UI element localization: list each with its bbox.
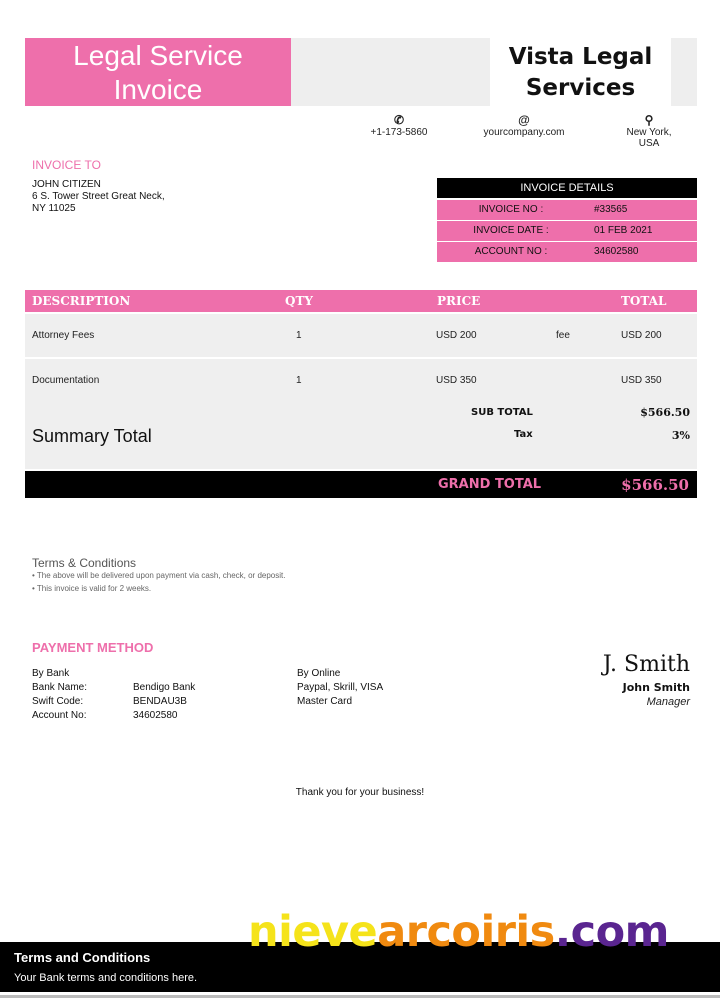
location-line2: USA bbox=[638, 138, 660, 149]
client-name: JOHN CITIZEN bbox=[32, 179, 101, 190]
col-price: PRICE bbox=[437, 294, 481, 308]
subtotal-label: SUB TOTAL bbox=[471, 407, 533, 418]
signature-script: J. Smith bbox=[602, 652, 690, 677]
items-table-header bbox=[25, 290, 697, 312]
page-bottom-divider bbox=[0, 995, 720, 998]
watermark-part2: arcoiris bbox=[377, 907, 555, 957]
email-icon: @ bbox=[518, 113, 530, 127]
client-block bbox=[32, 179, 165, 215]
item-total: USD 200 bbox=[621, 330, 662, 341]
item-description: Documentation bbox=[32, 375, 100, 386]
swift-code-value: BENDAU3B bbox=[133, 696, 187, 707]
tax-label: Tax bbox=[514, 429, 533, 440]
contact-phone bbox=[364, 114, 434, 138]
detail-label: INVOICE DATE : bbox=[473, 225, 549, 236]
summary-title: Summary Total bbox=[32, 426, 152, 446]
footer-text: Your Bank terms and conditions here. bbox=[14, 972, 198, 984]
invoice-title-line1: Legal Service bbox=[73, 40, 243, 71]
item-total: USD 350 bbox=[621, 375, 662, 386]
terms-line: • This invoice is valid for 2 weeks. bbox=[32, 584, 152, 593]
detail-value: 34602580 bbox=[594, 246, 639, 257]
contact-email bbox=[474, 114, 574, 138]
item-price: USD 200 bbox=[436, 330, 477, 341]
grand-total-value: $566.50 bbox=[621, 476, 689, 494]
col-qty: QTY bbox=[285, 294, 313, 308]
bank-name-value: Bendigo Bank bbox=[133, 682, 196, 693]
account-no-label: Account No: bbox=[32, 710, 87, 721]
item-qty: 1 bbox=[296, 330, 302, 341]
item-price: USD 350 bbox=[436, 375, 477, 386]
detail-row-invoice-date bbox=[437, 221, 697, 241]
email-text: yourcompany.com bbox=[483, 127, 565, 138]
detail-label: ACCOUNT NO : bbox=[474, 246, 548, 257]
location-line1: New York, bbox=[626, 127, 672, 138]
invoice-title-line2: Invoice bbox=[113, 74, 203, 105]
payment-method-heading: PAYMENT METHOD bbox=[32, 640, 154, 655]
detail-value: 01 FEB 2021 bbox=[594, 225, 653, 236]
detail-label: INVOICE NO : bbox=[478, 204, 544, 215]
item-qty: 1 bbox=[296, 375, 302, 386]
item-description: Attorney Fees bbox=[32, 330, 95, 341]
account-no-value: 34602580 bbox=[133, 710, 178, 721]
detail-value: #33565 bbox=[594, 204, 628, 215]
company-name-line2: Services bbox=[525, 75, 636, 101]
company-name-line1: Vista Legal bbox=[508, 44, 653, 70]
online-heading: By Online bbox=[297, 668, 341, 679]
grand-total-label: GRAND TOTAL bbox=[438, 477, 542, 492]
invoice-details-heading: INVOICE DETAILS bbox=[437, 178, 697, 198]
col-description: DESCRIPTION bbox=[32, 294, 131, 308]
col-total: TOTAL bbox=[621, 294, 667, 308]
footer-heading: Terms and Conditions bbox=[14, 950, 151, 965]
subtotal-value: $566.50 bbox=[640, 406, 690, 419]
invoice-to-heading: INVOICE TO bbox=[32, 158, 101, 172]
table-row bbox=[25, 359, 697, 402]
watermark-part1: nieve bbox=[248, 907, 378, 957]
client-address-line1: 6 S. Tower Street Great Neck, bbox=[32, 191, 165, 202]
online-methods: Paypal, Skrill, VISA bbox=[297, 682, 384, 693]
online-methods-2: Master Card bbox=[297, 696, 353, 707]
terms-heading: Terms & Conditions bbox=[32, 556, 137, 570]
watermark-part3: .com bbox=[554, 907, 669, 957]
table-row bbox=[25, 314, 697, 357]
location-icon: ⚲ bbox=[644, 113, 654, 127]
invoice-title bbox=[25, 38, 291, 106]
swift-code-label: Swift Code: bbox=[32, 696, 84, 707]
signature-role: Manager bbox=[646, 696, 690, 708]
bank-heading: By Bank bbox=[32, 668, 70, 679]
company-name bbox=[490, 38, 671, 106]
signature-name: John Smith bbox=[622, 681, 690, 694]
phone-icon: ✆ bbox=[393, 113, 405, 127]
terms-line: • The above will be delivered upon payment via cash, check, or deposit. bbox=[32, 571, 286, 580]
phone-text: +1-173-5860 bbox=[370, 127, 428, 138]
tax-value: 3% bbox=[671, 429, 690, 442]
client-address-line2: NY 11025 bbox=[32, 203, 76, 214]
watermark-logo bbox=[248, 902, 669, 962]
detail-row-invoice-no bbox=[437, 200, 697, 220]
grand-total-bar bbox=[25, 471, 697, 498]
thank-you-note: Thank you for your business! bbox=[295, 787, 425, 798]
bank-name-label: Bank Name: bbox=[32, 682, 88, 693]
contact-location bbox=[617, 114, 681, 149]
detail-row-account-no bbox=[437, 242, 697, 262]
item-note: fee bbox=[556, 330, 570, 341]
summary-block bbox=[25, 402, 697, 469]
